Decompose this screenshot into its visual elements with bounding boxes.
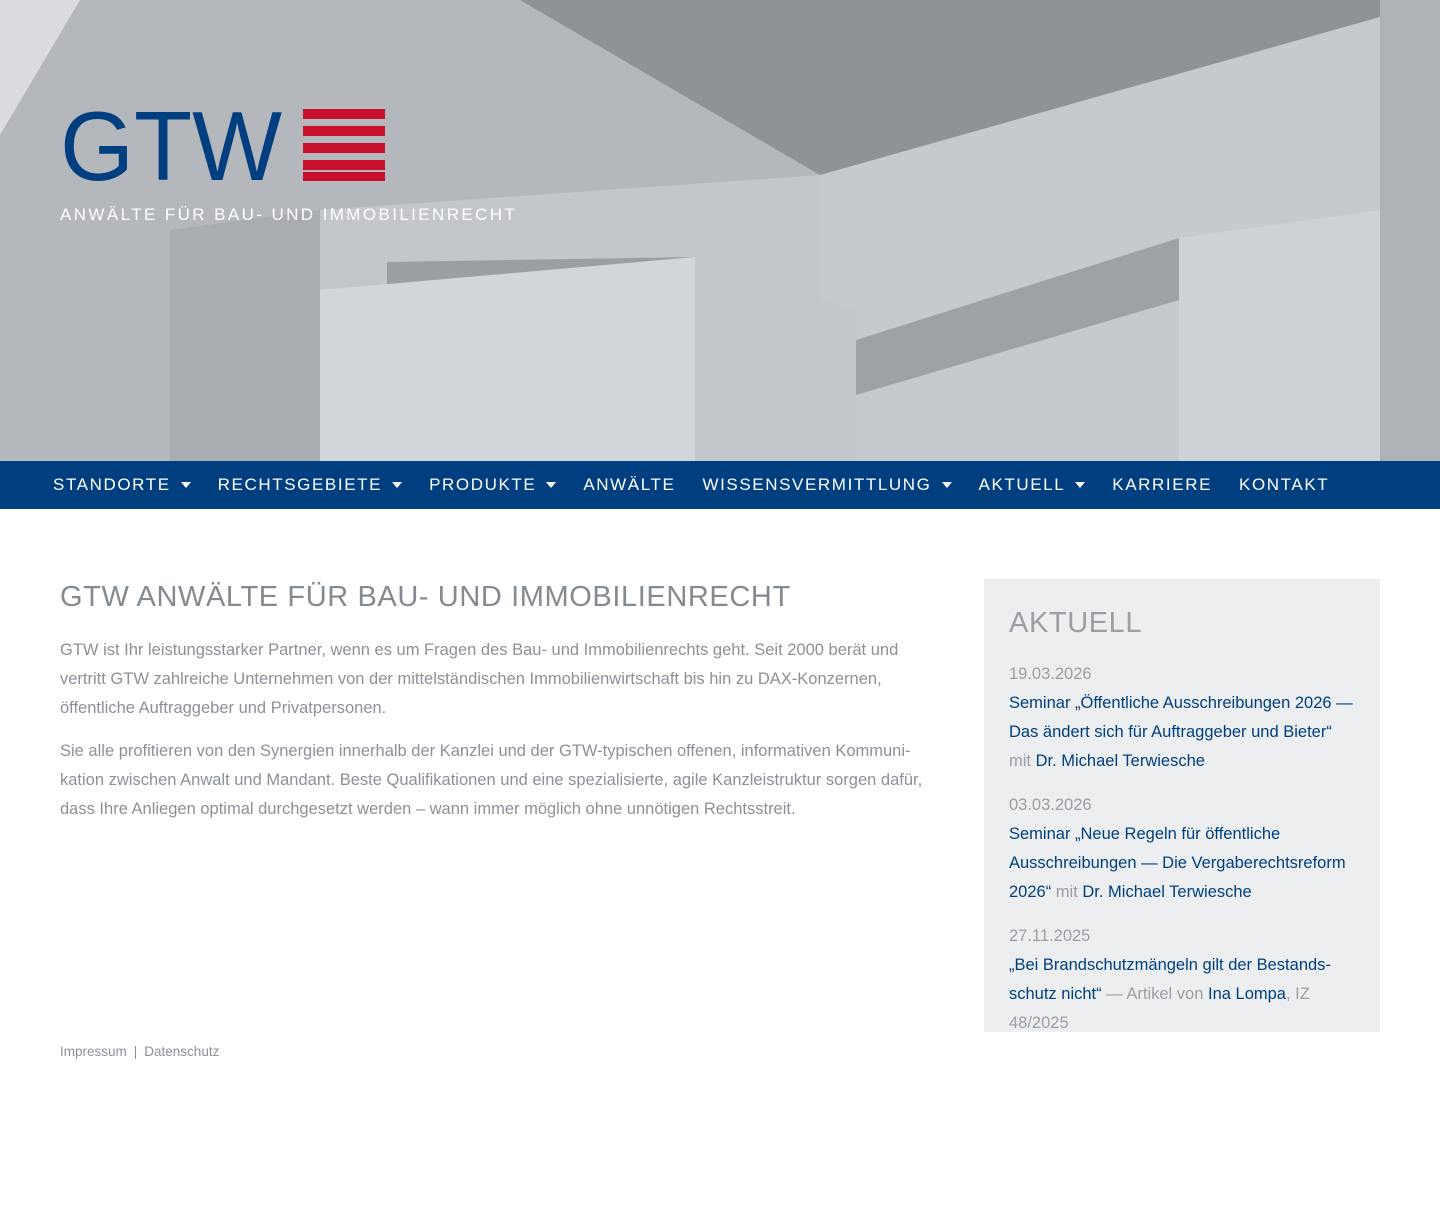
nav-label: STANDORTE <box>53 475 171 494</box>
news-date: 03.03.2026 <box>1009 796 1092 814</box>
nav-label: AKTUELL <box>978 475 1066 494</box>
news-item <box>1009 660 1356 776</box>
sidebar-title: AKTUELL <box>1009 607 1143 639</box>
news-connector: — Artikel von <box>1101 985 1208 1003</box>
nav-item-anwaelte[interactable] <box>583 475 675 495</box>
caret-down-icon <box>392 482 402 488</box>
datenschutz-link[interactable]: Datenschutz <box>144 1044 220 1059</box>
impressum-link[interactable]: Impressum <box>60 1044 127 1059</box>
nav-label: ANWÄLTE <box>583 475 676 494</box>
news-connector: mit <box>1051 883 1083 901</box>
news-sidebar <box>984 579 1380 1032</box>
main-navigation <box>0 461 1440 509</box>
news-item <box>1009 922 1356 1032</box>
caret-down-icon <box>942 482 952 488</box>
news-link[interactable]: Seminar „Öffentliche Ausschreibungen 2026 — Das ändert sich für Auftraggeber und Bieter“ <box>1009 694 1353 741</box>
footer-separator: | <box>133 1044 138 1059</box>
news-link[interactable]: Seminar „Neue Regeln für öffentliche Ausschreibungen — Die Vergaberechtsreform 2026“ <box>1009 825 1346 901</box>
news-item <box>1009 791 1356 907</box>
caret-down-icon <box>546 482 556 488</box>
news-person-link[interactable]: Dr. Michael Terwiesche <box>1035 752 1205 770</box>
body-paragraph: Sie alle profitieren von den Synergien innerhalb der Kanzlei und der GTW-typischen offenen, informativen Kommunikation zwischen Anwalt und Mandant. Beste Qualifikationen und eine spezialisierte, agile Kanzleistruktur sorgen dafür, dass Ihre Anliegen optimal durchgesetzt werden – wann immer möglich ohne unnötigen Rechtsstreit. <box>60 742 923 818</box>
nav-item-kontakt[interactable] <box>1239 475 1329 495</box>
footer <box>60 1044 219 1059</box>
nav-label: KARRIERE <box>1112 475 1213 494</box>
nav-label: KONTAKT <box>1239 475 1330 494</box>
news-person-link[interactable]: Dr. Michael Terwiesche <box>1082 883 1252 901</box>
nav-item-produkte[interactable] <box>429 475 556 495</box>
nav-item-karriere[interactable] <box>1112 475 1212 495</box>
tagline: ANWÄLTE FÜR BAU- UND IMMOBILIENRECHT <box>60 205 518 224</box>
news-connector: mit <box>1009 752 1036 770</box>
page-content <box>0 509 1440 1217</box>
gtw-logo[interactable] <box>60 104 390 184</box>
nav-label: RECHTSGEBIETE <box>217 475 383 494</box>
svg-text:GTW: GTW <box>60 104 283 184</box>
nav-item-rechtsgebiete[interactable] <box>218 475 402 495</box>
nav-label: PRODUKTE <box>429 475 537 494</box>
news-suffix: , IZ 48/2025 <box>1009 985 1310 1032</box>
nav-item-wissensvermittlung[interactable] <box>702 475 951 495</box>
news-date: 27.11.2025 <box>1009 927 1091 945</box>
page-title: GTW ANWÄLTE FÜR BAU- UND IMMOBILIENRECHT <box>60 581 791 613</box>
architecture-background-image <box>0 0 1440 461</box>
nav-item-standorte[interactable] <box>53 475 191 495</box>
nav-item-aktuell[interactable] <box>979 475 1086 495</box>
caret-down-icon <box>181 482 191 488</box>
news-date: 19.03.2026 <box>1009 665 1092 683</box>
hero-header <box>0 0 1440 461</box>
news-link[interactable]: „Bei Brandschutzmängeln gilt der Bestandsschutz nicht“ <box>1009 956 1331 1003</box>
intro-paragraph: GTW ist Ihr leistungsstarker Partner, wenn es um Fragen des Bau- und Immobilienrechts geht. Seit 2000 berät und vertritt GTW zahlreiche Unternehmen von der mittelständischen Immobilienwirtschaft bis hin zu DAX-Konzernen, öffentliche Auftraggeber und Privatpersonen. <box>60 641 899 717</box>
main-column <box>60 581 930 838</box>
news-person-link[interactable]: Ina Lompa <box>1208 985 1286 1003</box>
nav-label: WISSENSVERMITTLUNG <box>702 475 932 494</box>
caret-down-icon <box>1075 482 1085 488</box>
